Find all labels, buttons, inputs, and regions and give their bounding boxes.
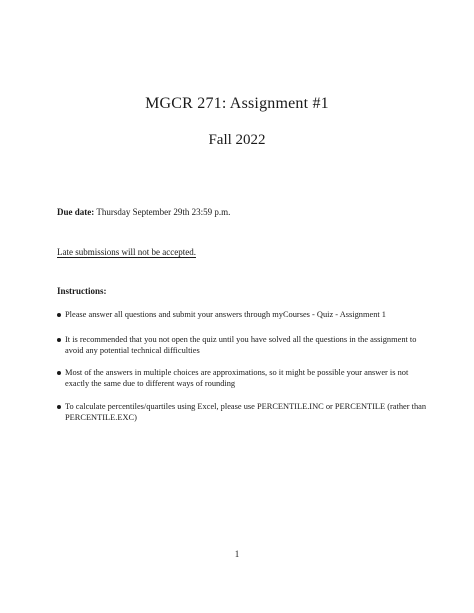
late-submission-notice: Late submissions will not be accepted. bbox=[57, 247, 196, 257]
instruction-text: It is recommended that you not open the quiz until you have solved all the questions in the assignment to avoid any potential technical difficulties bbox=[65, 335, 417, 355]
bullet-icon bbox=[57, 313, 61, 317]
instructions-heading: Instructions: bbox=[57, 286, 107, 296]
bullet-icon bbox=[57, 371, 61, 375]
instruction-text: Most of the answers in multiple choices are approximations, so it might be possible your answer is not exactly the same due to different ways of rounding bbox=[65, 368, 409, 388]
bullet-icon bbox=[57, 338, 61, 342]
instruction-text: Please answer all questions and submit your answers through myCourses - Quiz - Assignment 1 bbox=[65, 310, 386, 319]
document-subtitle: Fall 2022 bbox=[208, 132, 266, 148]
document-title: MGCR 271: Assignment #1 bbox=[145, 95, 329, 112]
due-date-label: Due date: bbox=[57, 207, 95, 217]
instruction-text: To calculate percentiles/quartiles using Excel, please use PERCENTILE.INC or PERCENTILE (rather than PERCENTILE.EXC) bbox=[65, 402, 427, 422]
page-number: 1 bbox=[234, 549, 240, 559]
bullet-icon bbox=[57, 405, 61, 409]
due-date-value: Thursday September 29th 23:59 p.m. bbox=[96, 207, 231, 217]
due-date-line bbox=[57, 207, 230, 218]
